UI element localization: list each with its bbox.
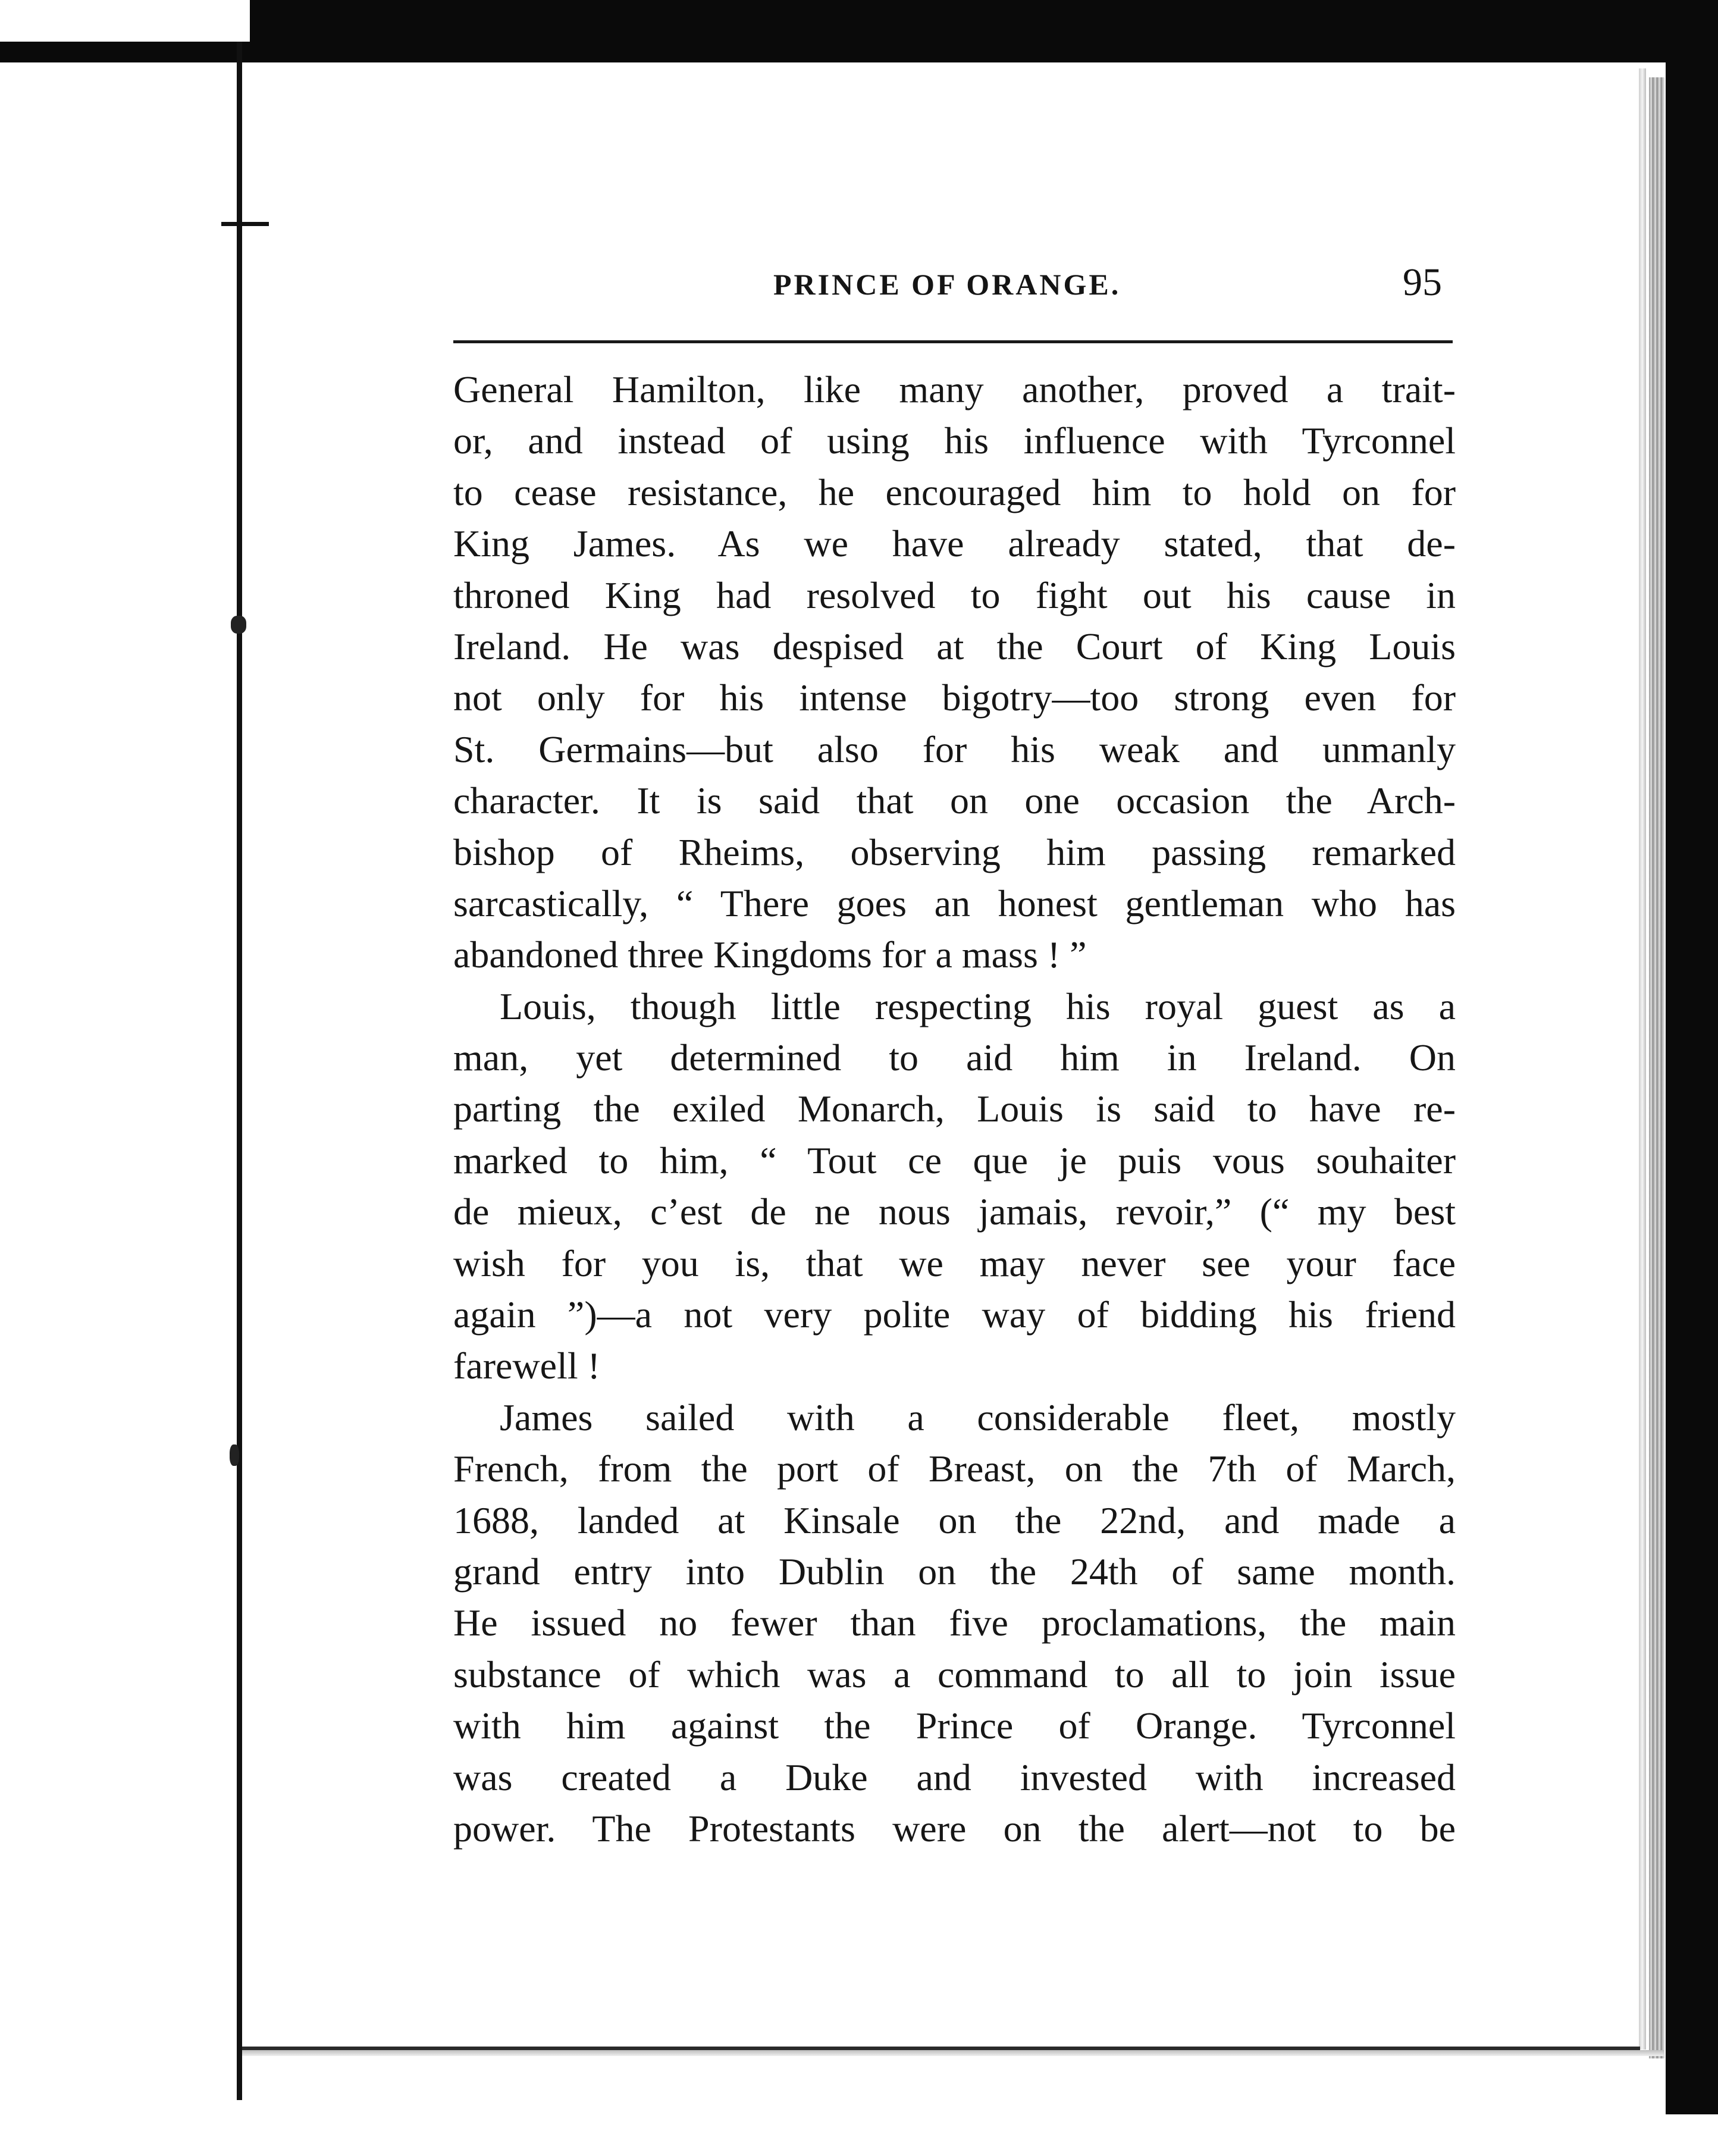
text-line: character. It is said that on one occasion the Arch-	[453, 779, 1456, 822]
text-line: substance of which was a command to all to join issue	[453, 1653, 1456, 1696]
page-edge-bottom-shadow	[242, 2050, 1664, 2056]
binding-mark	[230, 1444, 239, 1466]
text-line: King James. As we have already stated, that de-	[453, 522, 1456, 565]
page-number: 95	[1403, 261, 1442, 304]
text-line: not only for his intense bigotry—too strong even for	[453, 676, 1456, 719]
text-line: power. The Protestants were on the alert—not to be	[453, 1807, 1456, 1850]
scan-margin-top-left	[0, 0, 250, 42]
text-line: wish for you is, that we may never see your face	[453, 1242, 1456, 1284]
text-line: Louis, though little respecting his royal guest as a	[500, 985, 1456, 1027]
text-line: He issued no fewer than five proclamations, the main	[453, 1602, 1456, 1644]
text-line: grand entry into Dublin on the 24th of same month.	[453, 1550, 1456, 1593]
body-text	[453, 364, 1456, 1854]
scan-margin-bottom	[0, 2114, 1718, 2156]
text-line: de mieux, c’est de ne nous jamais, revoir,” (“ my best	[453, 1190, 1456, 1233]
binding-line	[237, 42, 242, 2100]
scan-border-right	[1666, 0, 1718, 2156]
text-line: marked to him, “ Tout ce que je puis vous souhaiter	[453, 1139, 1456, 1182]
text-line: with him against the Prince of Orange. Tyrconnel	[453, 1704, 1456, 1747]
text-line: farewell !	[453, 1345, 600, 1387]
scan-border-top	[0, 0, 1718, 62]
text-line: to cease resistance, he encouraged him to hold on for	[453, 471, 1456, 513]
text-line: St. Germains—but also for his weak and unmanly	[453, 728, 1456, 770]
text-line: sarcastically, “ There goes an honest gentleman who has	[453, 882, 1456, 925]
text-line: again ”)—a not very polite way of bidding his friend	[453, 1293, 1456, 1336]
binding-tick	[221, 222, 269, 226]
text-line: throned King had resolved to fight out his cause in	[453, 574, 1456, 616]
header-rule	[453, 340, 1453, 343]
page-stack-edge	[1649, 77, 1664, 2058]
text-line: James sailed with a considerable fleet, mostly	[500, 1396, 1456, 1439]
text-line: Ireland. He was despised at the Court of King Louis	[453, 625, 1456, 668]
text-line: or, and instead of using his influence with Tyrconnel	[453, 419, 1456, 462]
text-line: bishop of Rheims, observing him passing remarked	[453, 831, 1456, 873]
text-line: was created a Duke and invested with increased	[453, 1756, 1456, 1798]
text-line: 1688, landed at Kinsale on the 22nd, and made a	[453, 1499, 1456, 1541]
page-edge-right	[1639, 68, 1646, 2050]
text-line: man, yet determined to aid him in Ireland. On	[453, 1036, 1456, 1079]
text-line: General Hamilton, like many another, proved a trait-	[453, 368, 1456, 410]
binding-mark	[231, 616, 246, 634]
text-line: French, from the port of Breast, on the 7th of March,	[453, 1447, 1456, 1490]
running-head: PRINCE OF ORANGE.	[773, 268, 1121, 301]
text-line: abandoned three Kingdoms for a mass ! ”	[453, 933, 1087, 976]
text-line: parting the exiled Monarch, Louis is said to have re-	[453, 1088, 1456, 1130]
